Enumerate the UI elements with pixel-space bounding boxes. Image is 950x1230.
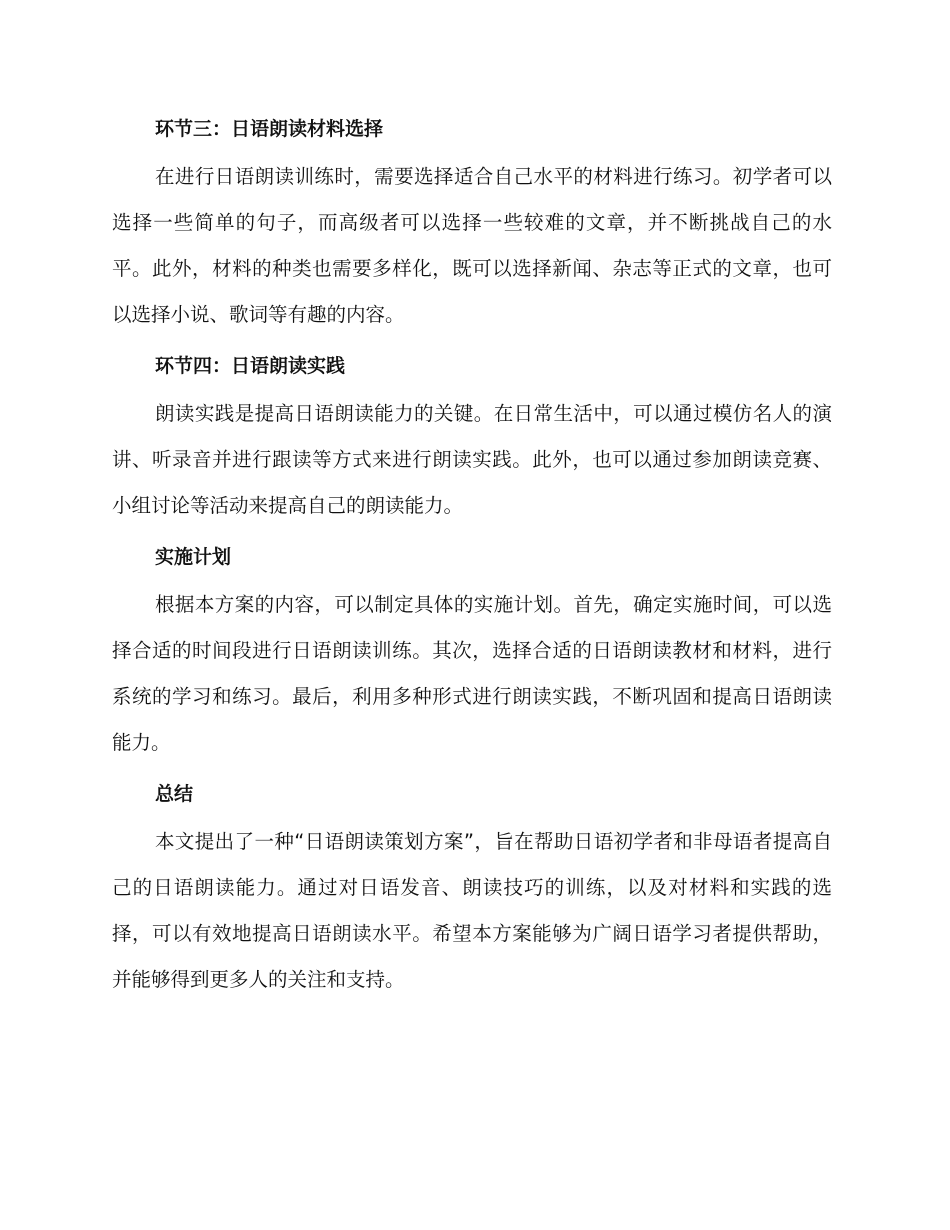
section-heading: 实施计划 [155, 546, 232, 568]
section-material-selection [112, 108, 832, 338]
section-heading: 环节三：日语朗读材料选择 [155, 118, 384, 140]
section-paragraph: 朗读实践是提高日语朗读能力的关键。在日常生活中，可以通过模仿名人的演讲、听录音并进行跟读等方式来进行朗读实践。此外，也可以通过参加朗读竞赛、小组讨论等活动来提高自己的朗读能力。 [112, 402, 832, 517]
section-summary [112, 773, 832, 1003]
section-implementation-plan [112, 536, 832, 766]
section-reading-practice [112, 345, 832, 529]
document-page [112, 108, 832, 1010]
section-paragraph: 根据本方案的内容，可以制定具体的实施计划。首先，确定实施时间，可以选择合适的时间段进行日语朗读训练。其次，选择合适的日语朗读教材和材料，进行系统的学习和练习。最后，利用多种形式进行朗读实践，不断巩固和提高日语朗读能力。 [112, 593, 832, 754]
section-paragraph: 在进行日语朗读训练时，需要选择适合自己水平的材料进行练习。初学者可以选择一些简单的句子，而高级者可以选择一些较难的文章，并不断挑战自己的水平。此外，材料的种类也需要多样化，既可以选择新闻、杂志等正式的文章，也可以选择小说、歌词等有趣的内容。 [112, 165, 832, 326]
section-heading: 总结 [155, 783, 194, 805]
section-heading: 环节四：日语朗读实践 [155, 355, 346, 377]
section-paragraph: 本文提出了一种“日语朗读策划方案”，旨在帮助日语初学者和非母语者提高自己的日语朗读能力。通过对日语发音、朗读技巧的训练，以及对材料和实践的选择，可以有效地提高日语朗读水平。希望本方案能够为广阔日语学习者提供帮助，并能够得到更多人的关注和支持。 [112, 830, 832, 991]
